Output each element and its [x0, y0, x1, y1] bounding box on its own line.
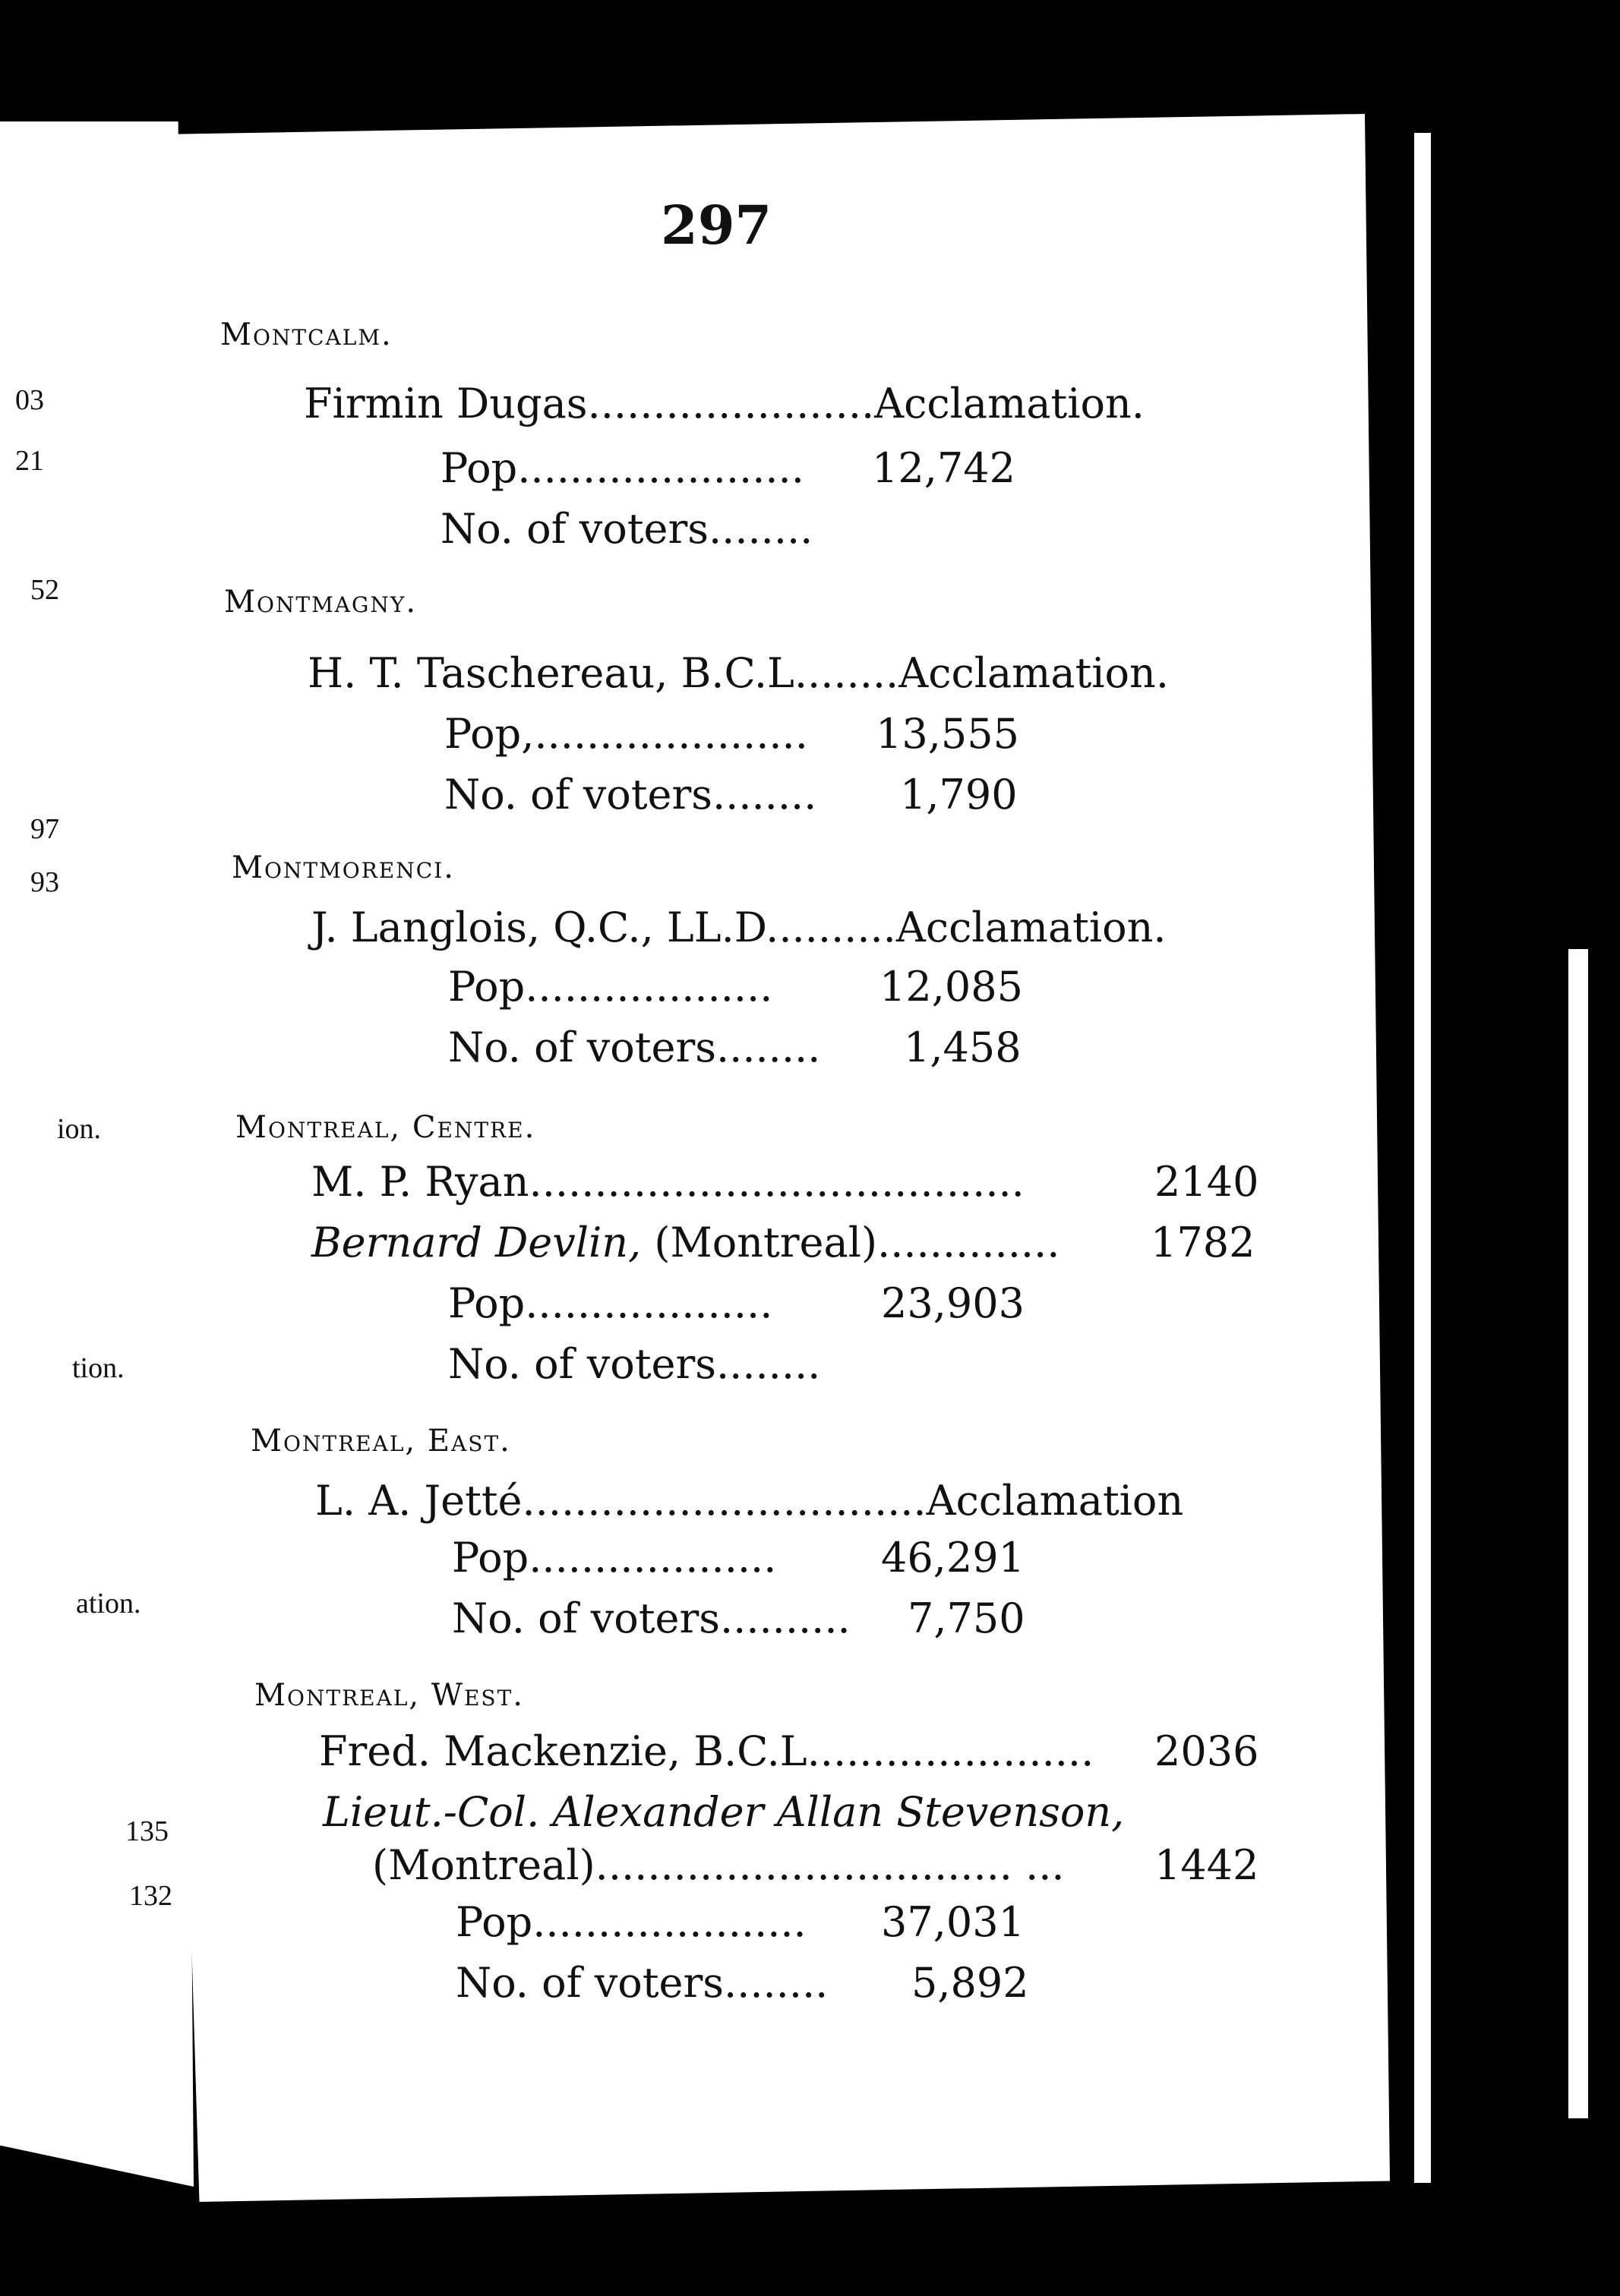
voters-label: No. of voters — [448, 1340, 717, 1388]
candidate-row — [311, 1158, 1259, 1206]
dot-leader: ........ — [724, 1959, 829, 2007]
voters-label: No. of voters — [452, 1594, 721, 1642]
dot-leader: ........ — [716, 1340, 821, 1388]
candidate-result: 2036 — [1154, 1727, 1259, 1775]
voters-value: 1,458 — [904, 1023, 1022, 1071]
voters-row — [452, 1594, 1025, 1642]
edge-fragment: 132 — [129, 1880, 172, 1912]
candidate-name-line2: (Montreal) — [372, 1841, 595, 1889]
candidate-name: J. Langlois, Q.C., LL.D — [311, 904, 766, 951]
pop-label: Pop — [456, 1898, 533, 1946]
candidate-name: Lieut.-Col. Alexander Allan Stevenson, — [323, 1788, 1125, 1836]
dot-leader: ........ — [712, 771, 817, 818]
pop-value: 12,742 — [872, 444, 1015, 492]
candidate-result: 1782 — [1151, 1219, 1255, 1266]
pop-value: 13,555 — [876, 710, 1019, 758]
dot-leader: .......... — [766, 904, 896, 951]
edge-fragment: ation. — [76, 1588, 141, 1620]
edge-fragment: 03 — [15, 384, 44, 416]
page-edge — [1568, 949, 1588, 2118]
dot-leader: ................... — [529, 1534, 777, 1582]
candidate-name: L. A. Jetté — [315, 1477, 523, 1525]
voters-row — [456, 1959, 1029, 2007]
voters-value: 1,790 — [900, 771, 1018, 818]
voters-row — [448, 1340, 820, 1388]
candidate-name: M. P. Ryan — [311, 1158, 529, 1206]
dot-leader: ................... — [525, 963, 773, 1011]
edge-fragment: 52 — [30, 574, 59, 606]
page-number: 297 — [661, 194, 772, 257]
pop-value: 37,031 — [881, 1898, 1025, 1946]
dot-leader: ........ — [794, 649, 899, 697]
pop-row — [456, 1898, 1025, 1946]
edge-fragment: tion. — [72, 1352, 125, 1384]
candidate-result: 2140 — [1154, 1158, 1259, 1206]
candidate-row — [311, 1219, 1255, 1266]
candidate-result: Acclamation — [926, 1477, 1184, 1525]
voters-label: No. of voters — [456, 1959, 725, 2007]
candidate-result: 1442 — [1154, 1841, 1259, 1889]
section-heading: Montreal, West. — [254, 1678, 524, 1713]
candidate-row — [304, 380, 1145, 427]
voters-row — [441, 505, 813, 553]
pop-label: Pop — [448, 1279, 526, 1327]
section-heading: Montcalm. — [220, 317, 393, 352]
pop-row — [448, 963, 1023, 1011]
dot-leader: ...................... — [517, 444, 804, 492]
candidate-row — [311, 904, 1167, 951]
dot-leader: ................................ ... — [595, 1841, 1065, 1889]
pop-label: Pop — [441, 444, 518, 492]
dot-leader: .......... — [720, 1594, 851, 1642]
edge-fragment: ion. — [57, 1113, 102, 1145]
voters-value: 5,892 — [911, 1959, 1029, 2007]
pop-value: 23,903 — [881, 1279, 1025, 1327]
pop-row — [441, 444, 1015, 492]
dot-leader: ...................... — [807, 1727, 1094, 1775]
dot-leader: ........ — [716, 1023, 821, 1071]
candidate-result: Acclamation. — [895, 904, 1167, 951]
edge-fragment: 93 — [30, 866, 59, 898]
candidate-result: Acclamation. — [898, 649, 1169, 697]
section-heading: Montmagny. — [224, 585, 418, 620]
voters-value: 7,750 — [908, 1594, 1025, 1642]
dot-leader: ........ — [709, 505, 813, 553]
pop-label: Pop, — [444, 710, 535, 758]
voters-row — [444, 771, 1018, 818]
candidate-result: Acclamation. — [874, 380, 1145, 427]
page-edge — [1414, 133, 1431, 2183]
dot-leader: ..................... — [532, 1898, 807, 1946]
voters-label: No. of voters — [448, 1023, 717, 1071]
dot-leader: ................... — [525, 1279, 773, 1327]
candidate-name: Fred. Mackenzie, B.C.L — [319, 1727, 807, 1775]
dot-leader: ............................... — [522, 1477, 927, 1525]
candidate-name: Firmin Dugas — [304, 380, 588, 427]
candidate-name: Bernard Devlin, — [311, 1219, 642, 1266]
section-heading: Montreal, Centre. — [235, 1110, 536, 1145]
dot-leader: .............. — [877, 1219, 1060, 1266]
pop-row — [448, 1279, 1025, 1327]
candidate-row — [372, 1841, 1259, 1889]
pop-row — [444, 710, 1019, 758]
candidate-name-extra: (Montreal) — [641, 1219, 878, 1266]
dot-leader: ...................... — [587, 380, 875, 427]
edge-fragment: 97 — [30, 813, 59, 845]
edge-fragment: 21 — [15, 445, 44, 477]
voters-label: No. of voters — [444, 771, 713, 818]
candidate-row — [315, 1477, 1183, 1525]
pop-label: Pop — [448, 963, 526, 1011]
pop-value: 46,291 — [881, 1534, 1025, 1582]
pop-value: 12,085 — [879, 963, 1023, 1011]
voters-row — [448, 1023, 1022, 1071]
voters-label: No. of voters — [441, 505, 709, 553]
edge-fragment: 135 — [125, 1815, 169, 1847]
section-heading: Montreal, East. — [251, 1424, 511, 1459]
candidate-row — [308, 649, 1169, 697]
dot-leader: ...................................... — [529, 1158, 1025, 1206]
section-heading: Montmorenci. — [232, 850, 455, 885]
candidate-row — [319, 1727, 1259, 1775]
dot-leader: ..................... — [534, 710, 808, 758]
pop-label: Pop — [452, 1534, 529, 1582]
pop-row — [452, 1534, 1025, 1582]
candidate-name: H. T. Taschereau, B.C.L — [308, 649, 794, 697]
